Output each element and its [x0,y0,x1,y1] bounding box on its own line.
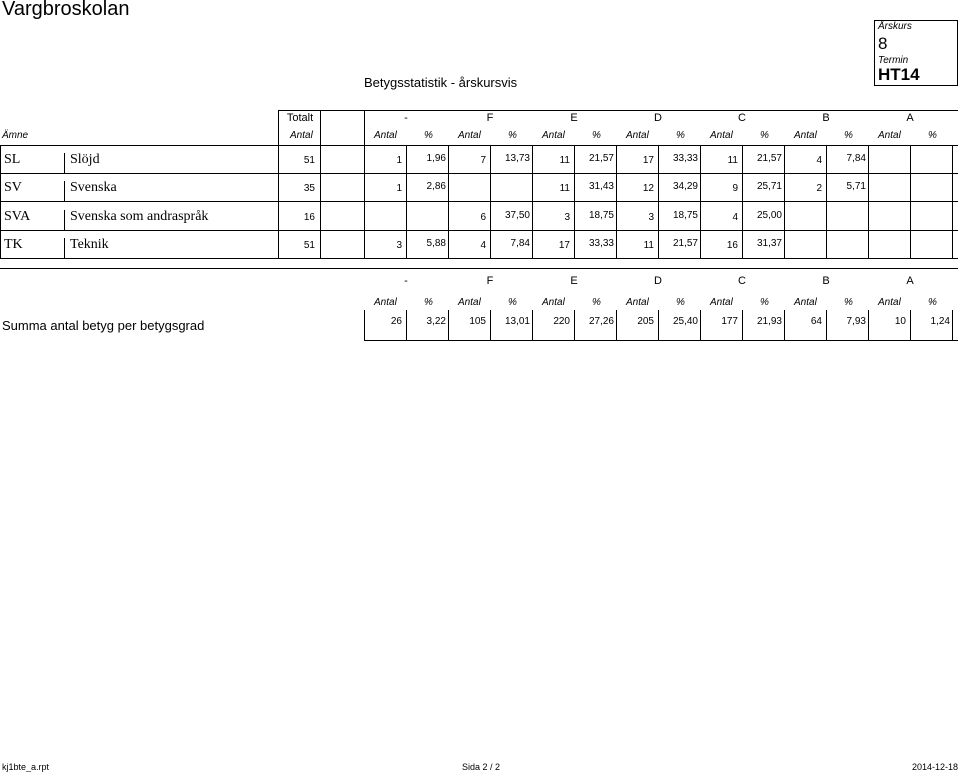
row-pct-cell: 21,57 [588,153,614,164]
count-sub-header: Antal [542,130,565,141]
grade-header-e: E [570,112,578,124]
info-box [874,20,958,86]
summary-pct-rule [826,310,827,340]
left-rule [0,145,1,258]
row-pct-cell: 34,29 [672,181,698,192]
summary-count-sub: Antal [794,297,817,308]
school-name: Vargbroskolan [2,0,130,20]
summary-count-sub: Antal [542,297,565,308]
summary-pct-sub: % [424,297,433,308]
pct-sub-header: % [760,130,769,141]
pct-rule [826,145,827,258]
grade-rule [784,145,785,258]
report-title: Betygsstatistik - årskursvis [364,75,518,90]
row-pct-cell: 18,75 [672,210,698,221]
pct-rule [490,145,491,258]
row-pct-cell: 21,57 [672,238,698,249]
row-count-cell: 4 [480,240,486,251]
row-count-cell: 12 [642,183,654,194]
row-count-cell: 4 [732,212,738,223]
row-pct-cell: 2,86 [426,181,446,192]
row-total: 51 [303,155,315,166]
pct-sub-header: % [424,130,433,141]
grade-header-d: D [654,112,662,124]
total-header: Totalt [286,112,314,124]
subject-header: Ämne [2,130,29,141]
summary-count-cell: 205 [637,316,654,327]
summary-pct-cell: 27,26 [588,316,614,327]
grade-rule [448,145,449,258]
summary-pct-rule [742,310,743,340]
pct-rule [658,145,659,258]
summary-count-cell: 220 [553,316,570,327]
summary-grade-header: D [654,275,662,287]
summary-pct-cell: 21,93 [756,316,782,327]
row-total: 35 [303,183,315,194]
row-rule [0,173,958,174]
grade-rule [616,145,617,258]
summary-pct-rule [490,310,491,340]
termin-label: Termin [878,55,909,66]
grade-rule [364,110,365,258]
count-sub-header: Antal [878,130,901,141]
row-rule [0,230,958,231]
row-pct-cell: 33,33 [672,153,698,164]
summary-grade-header: F [486,275,494,287]
row-pct-cell: 33,33 [588,238,614,249]
row-total: 16 [303,212,315,223]
summary-grade-rule [448,310,449,340]
summary-pct-cell: 1,24 [930,316,950,327]
row-count-cell: 16 [726,240,738,251]
summary-grade-rule [532,310,533,340]
row-count-cell: 11 [643,240,654,251]
summary-pct-cell: 25,40 [672,316,698,327]
row-pct-cell: 13,73 [504,153,530,164]
code-separator [64,210,65,230]
summary-count-cell: 64 [810,316,822,327]
row-pct-cell: 31,37 [756,238,782,249]
pct-sub-header: % [928,130,937,141]
row-rule [0,258,958,259]
count-sub-header: Antal [710,130,733,141]
termin-value: HT14 [878,65,920,84]
summary-bottom-rule [364,340,958,341]
count-sub-header: Antal [374,130,397,141]
summary-pct-cell: 13,01 [504,316,530,327]
grade-header-f: F [486,112,494,124]
count-sub-header: Antal [794,130,817,141]
header-bottom-rule [0,145,958,146]
row-pct-cell: 5,88 [426,238,446,249]
row-pct-cell: 1,96 [426,153,446,164]
pct-sub-header: % [676,130,685,141]
summary-count-cell: 105 [469,316,486,327]
row-pct-cell: 7,84 [510,238,530,249]
summary-pct-rule [658,310,659,340]
summary-pct-sub: % [592,297,601,308]
row-code: SV [4,180,22,195]
summary-pct-rule [406,310,407,340]
summary-count-cell: 177 [721,316,738,327]
row-count-cell: 3 [396,240,402,251]
count-sub-header: Antal [626,130,649,141]
summary-grade-rule [952,310,953,340]
row-count-cell: 1 [396,155,402,166]
pct-rule [574,145,575,258]
row-pct-cell: 18,75 [588,210,614,221]
pct-sub-header: % [592,130,601,141]
row-pct-cell: 25,00 [756,210,782,221]
summary-grade-rule [784,310,785,340]
total-left-rule [278,110,279,258]
row-name: Slöjd [70,152,100,167]
footer-file: kj1bte_a.rpt [2,762,50,772]
row-count-cell: 1 [396,183,402,194]
row-count-cell: 17 [642,155,654,166]
pct-rule [406,145,407,258]
summary-count-sub: Antal [878,297,901,308]
grade-rule [532,145,533,258]
grade-header-none: - [404,112,408,124]
row-code: SL [4,152,21,167]
footer-date: 2014-12-18 [912,762,959,772]
summary-grade-rule [700,310,701,340]
row-name: Svenska som andraspråk [70,209,209,224]
summary-pct-cell: 3,22 [426,316,446,327]
summary-grade-header: B [822,275,830,287]
row-count-cell: 3 [564,212,570,223]
row-code: SVA [4,209,31,224]
header-top-rule [278,110,958,111]
summary-pct-sub: % [676,297,685,308]
summary-top-rule [0,268,958,269]
summary-pct-rule [574,310,575,340]
summary-pct-cell: 7,93 [846,316,866,327]
summary-pct-sub: % [928,297,937,308]
row-rule [0,201,958,202]
summary-count-cell: 10 [894,316,906,327]
row-total: 51 [303,240,315,251]
summary-pct-rule [910,310,911,340]
summary-count-sub: Antal [458,297,481,308]
row-count-cell: 6 [480,212,486,223]
code-separator [64,238,65,258]
summary-grade-header: C [738,275,746,287]
summary-grade-header: - [404,275,408,287]
pct-rule [910,145,911,258]
arskurs-label: Årskurs [878,21,912,32]
summary-count-cell: 26 [390,316,402,327]
row-count-cell: 11 [559,155,570,166]
row-pct-cell: 5,71 [846,181,866,192]
arskurs-value: 8 [878,34,888,53]
summary-pct-sub: % [844,297,853,308]
summary-pct-sub: % [508,297,517,308]
total-right-rule [320,110,321,258]
row-count-cell: 9 [732,183,738,194]
row-code: TK [4,237,23,252]
pct-sub-header: % [844,130,853,141]
row-count-cell: 11 [559,183,570,194]
grade-rule [868,145,869,258]
row-pct-cell: 37,50 [504,210,530,221]
summary-grade-rule [868,310,869,340]
grade-header-a: A [906,112,914,124]
grade-header-b: B [822,112,830,124]
row-name: Teknik [70,237,109,252]
code-separator [64,153,65,173]
row-pct-cell: 7,84 [846,153,866,164]
summary-grade-rule [616,310,617,340]
summary-grade-header: A [906,275,914,287]
summary-count-sub: Antal [626,297,649,308]
summary-grade-header: E [570,275,578,287]
summary-grade-rule [364,310,365,340]
row-count-cell: 4 [816,155,822,166]
row-count-cell: 17 [558,240,570,251]
row-pct-cell: 25,71 [756,181,782,192]
row-count-cell: 2 [816,183,822,194]
summary-label: Summa antal betyg per betygsgrad [2,318,205,333]
row-count-cell: 3 [648,212,654,223]
grade-header-c: C [738,112,746,124]
footer-page: Sida 2 / 2 [462,762,501,772]
code-separator [64,181,65,201]
summary-count-sub: Antal [710,297,733,308]
pct-sub-header: % [508,130,517,141]
row-name: Svenska [70,180,117,195]
pct-rule [742,145,743,258]
total-sub-header: Antal [290,130,313,141]
row-pct-cell: 31,43 [588,181,614,192]
summary-count-sub: Antal [374,297,397,308]
grade-rule [700,145,701,258]
row-pct-cell: 21,57 [756,153,782,164]
row-count-cell: 7 [480,155,486,166]
row-count-cell: 11 [727,155,738,166]
count-sub-header: Antal [458,130,481,141]
grade-rule [952,145,953,258]
summary-pct-sub: % [760,297,769,308]
